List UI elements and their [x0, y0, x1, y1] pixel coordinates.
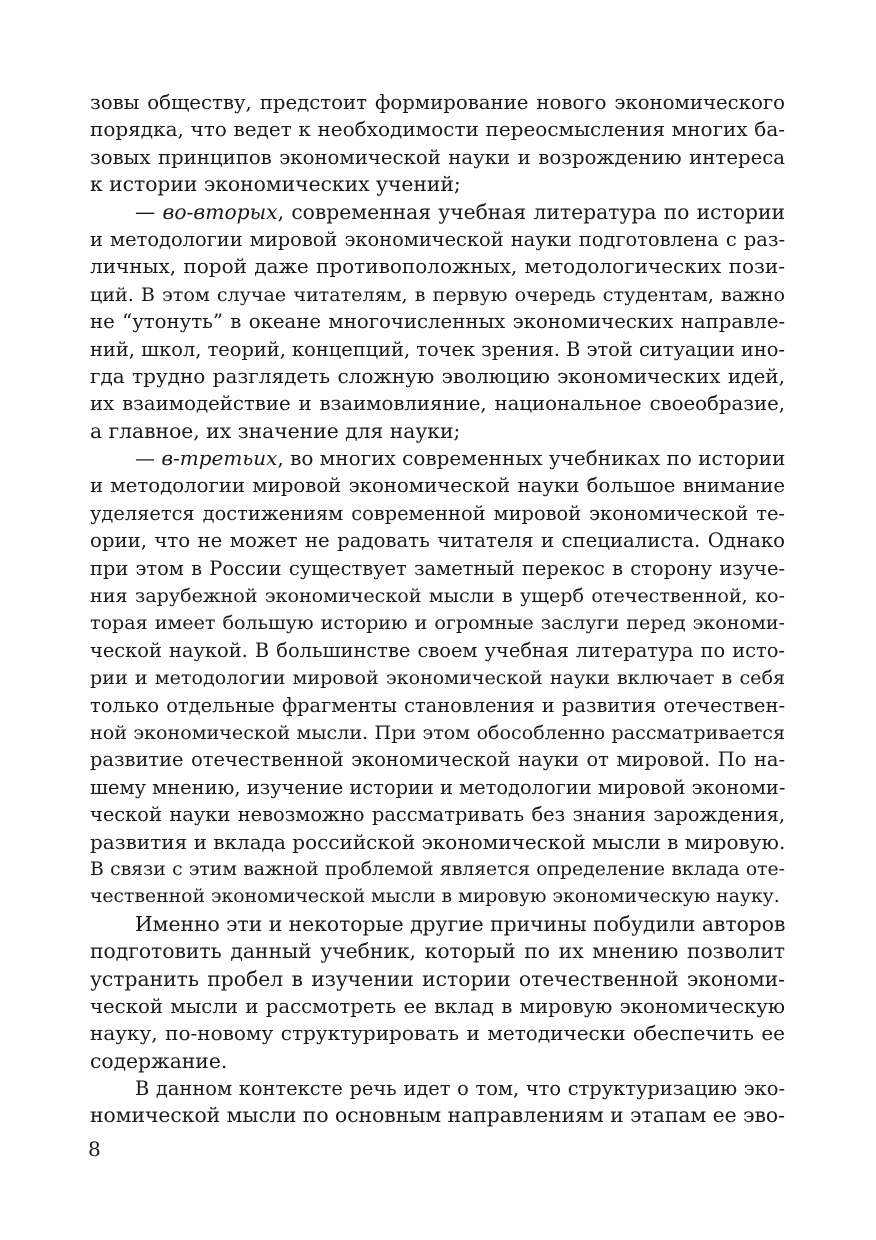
text-line: ческой науки невозможно рассматривать без знания зарождения,	[90, 803, 785, 827]
text-line: ной экономической мысли. При этом обособленно рассматривается	[90, 720, 785, 744]
text-line: зовых принципов экономической науки и возрождению интереса	[90, 145, 785, 169]
text-line: науку, по-новому структурировать и методически обеспечить ее	[90, 1021, 785, 1046]
text-line: В связи с этим важной проблемой является определение вклада оте-	[90, 858, 785, 880]
text-line: только отдельные фрагменты становления и развития отечествен-	[90, 693, 785, 717]
text-line: рии и методологии мировой экономической науки включает в себя	[90, 666, 785, 690]
text-line: торая имеет большую историю и огромные заслуги перед экономи-	[90, 611, 785, 635]
text-line: порядка, что ведет к необходимости переосмысления многих ба-	[90, 117, 785, 142]
text-line: ческой наукой. В большинстве своем учебная литература по исто-	[90, 638, 785, 662]
paragraph	[90, 911, 785, 1075]
text-line: шему мнению, изучение истории и методологии мировой экономи-	[90, 775, 786, 799]
body-text	[90, 89, 785, 1130]
text-line: при этом в России существует заметный перекос в сторону изуче-	[90, 556, 785, 580]
text-line: их взаимодействие и взаимовлияние, национальное своеобразие,	[90, 392, 785, 416]
text-line: гда трудно разглядеть сложную эволюцию экономических идей,	[90, 363, 785, 388]
paragraph	[90, 199, 785, 446]
text-line: личных, порой даже противоположных, методологических пози-	[90, 254, 785, 279]
em-dash: —	[135, 446, 162, 471]
em-dash: —	[135, 199, 163, 224]
text-line: к истории экономических учений;	[90, 172, 461, 197]
text-line: ний, школ, теорий, концепций, точек зрения. В этой ситуации ино-	[90, 337, 785, 361]
text-line: содержание.	[90, 1048, 228, 1073]
text-line: не “утонуть” в океане многочисленных экономических направле-	[90, 310, 785, 334]
paragraph	[90, 445, 785, 911]
text-line	[90, 199, 785, 226]
text-line: номической мысли по основным направлениям и этапам ее эво-	[90, 1103, 785, 1128]
paragraph	[90, 89, 785, 199]
text-line	[90, 445, 785, 472]
text-line: ций. В этом случае читателям, в первую очередь студентам, важно	[90, 282, 785, 306]
text-line: ческой мысли и рассмотреть ее вклад в мировую экономическую	[90, 994, 785, 1018]
text-run: , во многих современных учебниках по истории	[277, 446, 786, 471]
text-line: а главное, их значение для науки;	[90, 418, 461, 443]
text-line: ния зарубежной экономической мысли в ущерб отечественной, ко-	[90, 584, 785, 608]
text-line: В данном контексте речь идет о том, что структуризацию эко-	[135, 1077, 785, 1101]
text-line: Именно эти и некоторые другие причины побудили авторов	[135, 911, 786, 936]
text-line: устранить пробел в изучении истории отечественной экономи-	[90, 966, 785, 991]
text-line: развития и вклада российской экономической мысли в мировую.	[90, 829, 786, 854]
text-line: развитие отечественной экономической науки от мировой. По на-	[90, 748, 785, 772]
paragraph	[90, 1075, 785, 1130]
text-run: , современная учебная литература по истории	[277, 199, 785, 224]
page-number: 8	[88, 1137, 101, 1161]
text-line: и методологии мировой экономической науки подготовлена с раз-	[90, 227, 785, 251]
emphasis-word: в-третьих	[161, 446, 278, 471]
text-line: подготовить данный учебник, который по их мнению позволит	[90, 939, 785, 964]
text-line: зовы обществу, предстоит формирование нового экономического	[90, 91, 785, 114]
text-line: чественной экономической мысли в мировую экономическую науку.	[90, 886, 780, 908]
text-line: уделяется достижениям современной мировой экономической те-	[90, 501, 785, 525]
text-line: и методологии мировой экономической науки большое внимание	[90, 474, 785, 498]
text-line: ории, что не может не радовать читателя и специалиста. Однако	[90, 529, 785, 553]
emphasis-word: во-вторых	[162, 199, 278, 224]
